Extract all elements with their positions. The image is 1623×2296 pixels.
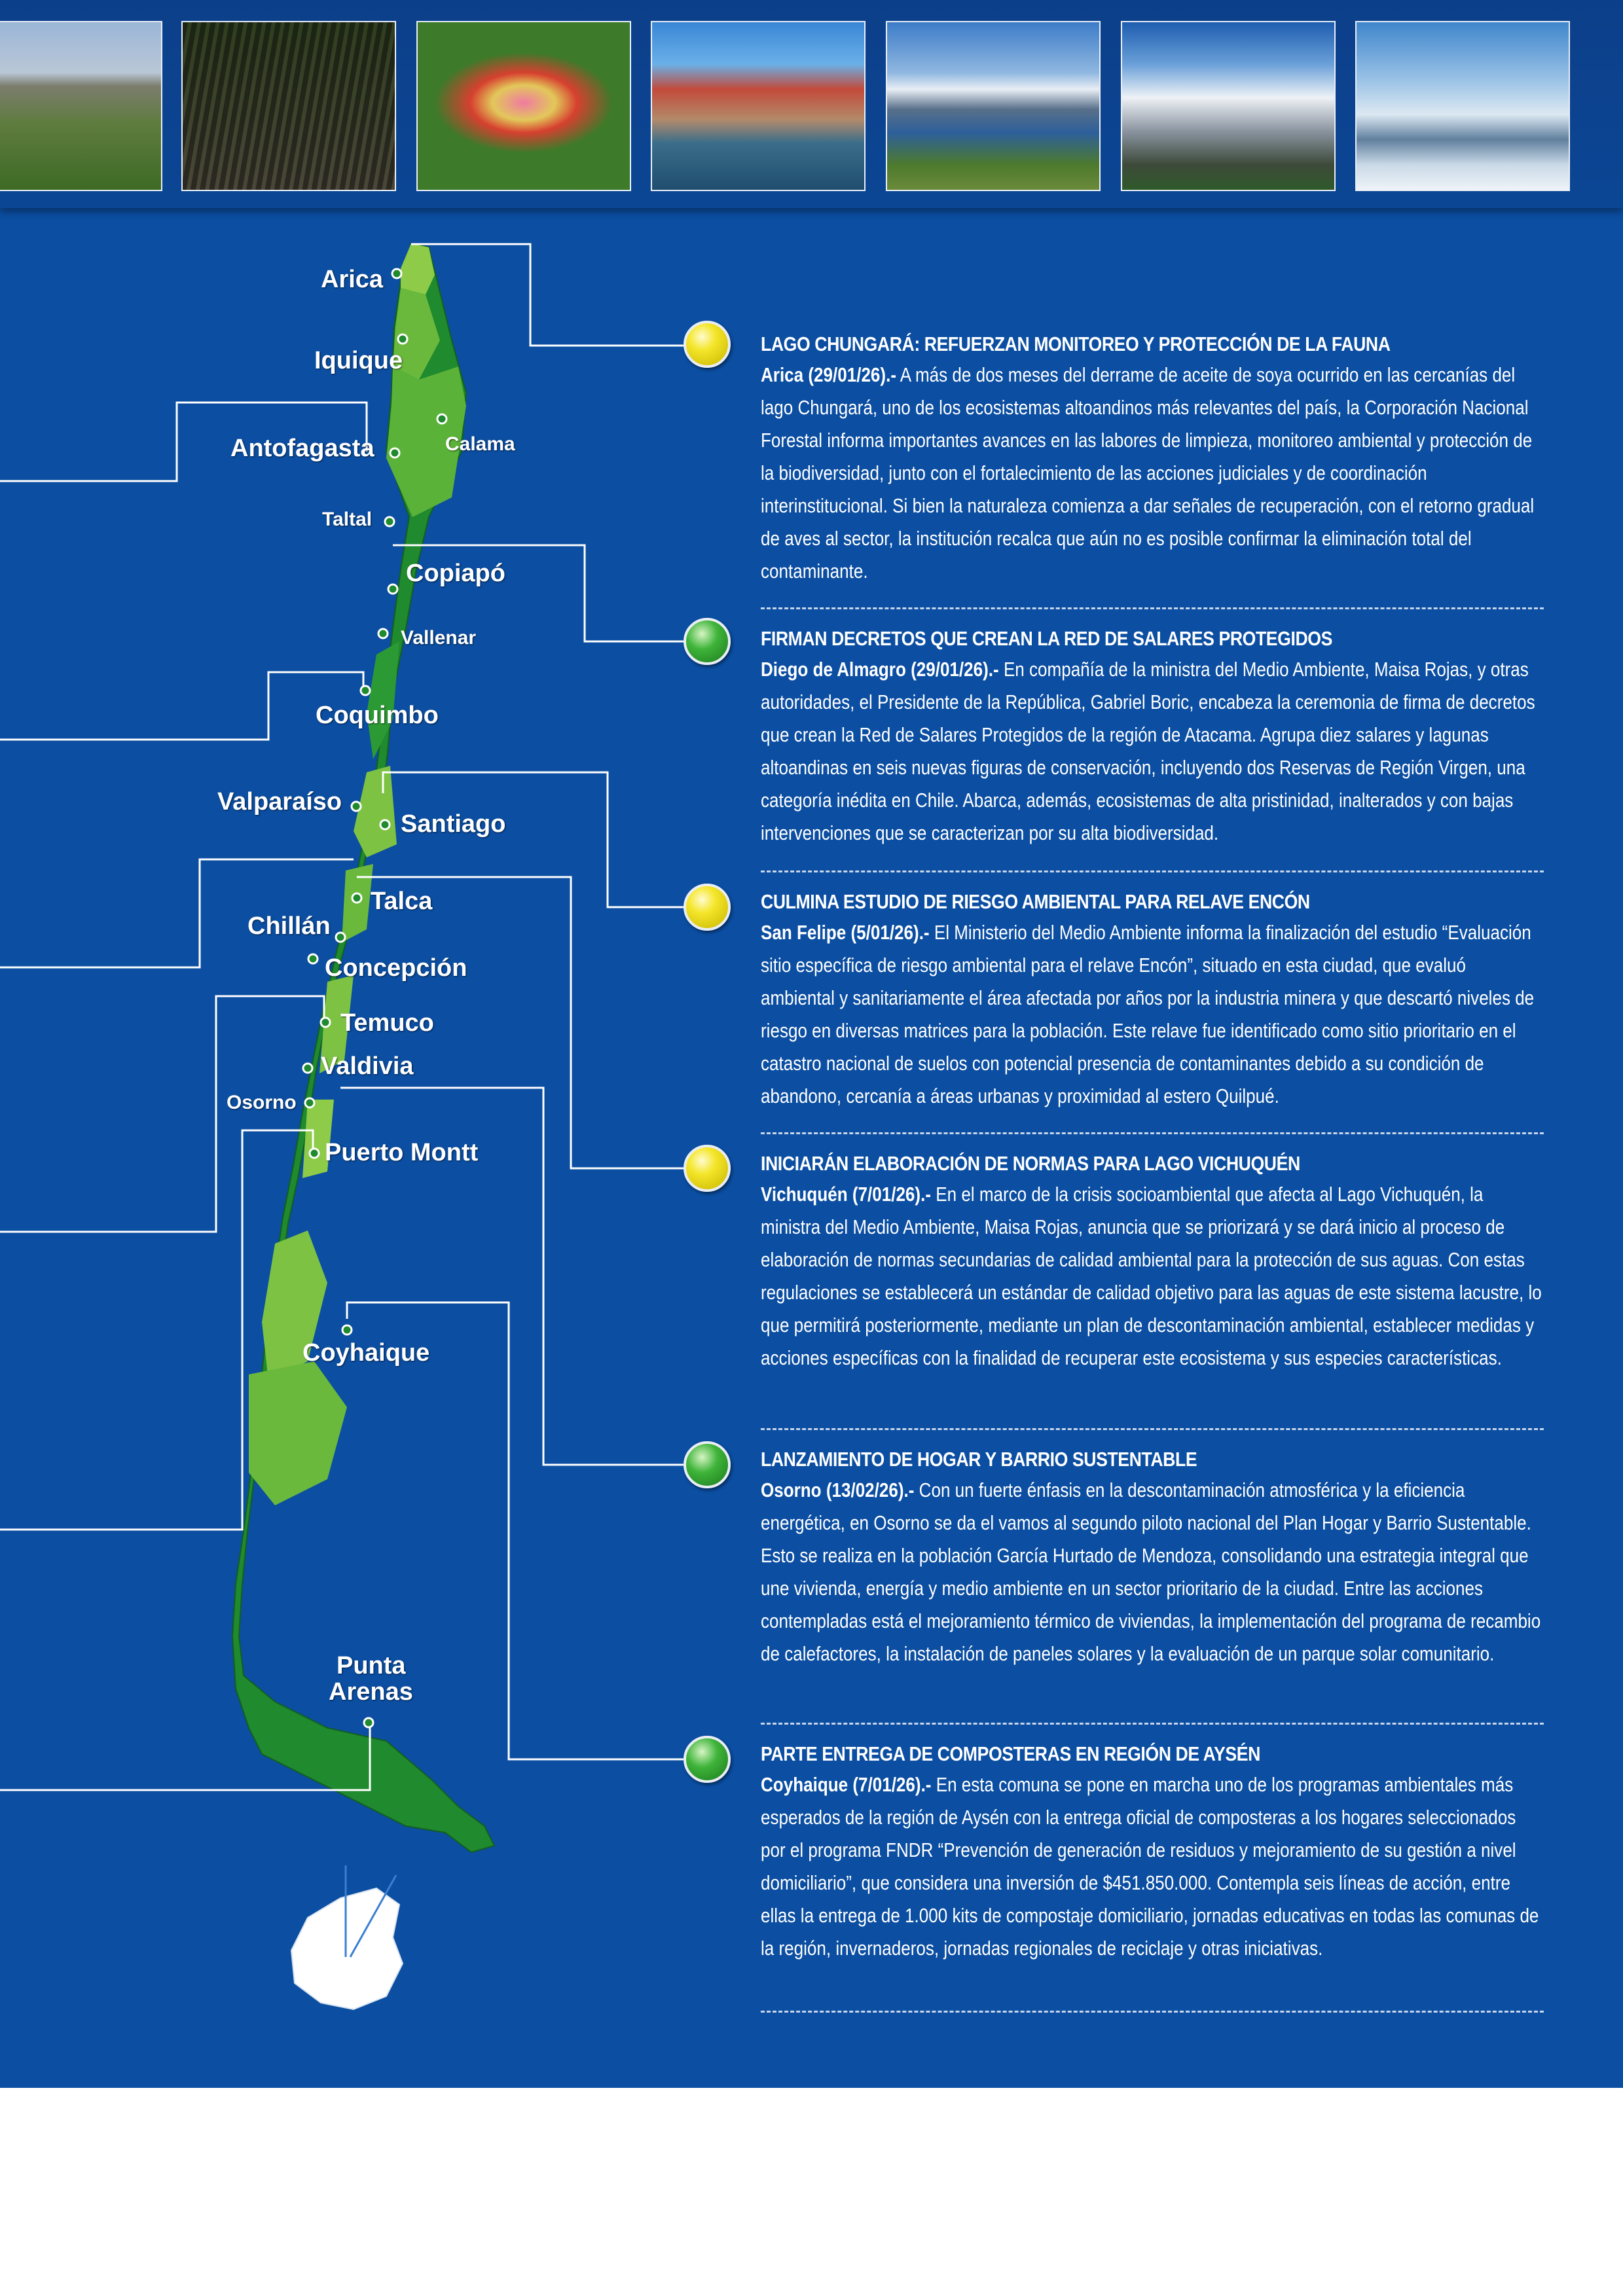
city-label-puerto-montt: Puerto Montt	[325, 1139, 479, 1166]
marker-copiapo	[388, 584, 397, 594]
news-lead: Diego de Almagro (29/01/26).-	[761, 658, 999, 681]
marker-iquique	[398, 334, 407, 344]
flower-clock-photo	[416, 21, 631, 191]
news-bullet-yellow	[684, 884, 731, 931]
news-separator	[761, 870, 1544, 872]
funicular-photo	[181, 21, 396, 191]
city-label-concepcion: Concepción	[325, 954, 467, 982]
news-separator	[761, 1723, 1544, 1725]
news-item-composteras	[761, 1742, 1546, 1965]
city-label-punta-arenas-line1: Punta	[337, 1652, 406, 1679]
news-body	[761, 1178, 1544, 1374]
stilt-houses-photo	[651, 21, 866, 191]
marker-vallenar	[378, 629, 388, 638]
news-title: LANZAMIENTO DE HOGAR Y BARRIO SUSTENTABLE	[761, 1448, 1197, 1471]
news-body	[761, 916, 1544, 1113]
news-lead: San Felipe (5/01/26).-	[761, 921, 930, 944]
city-label-chillan: Chillán	[247, 912, 331, 940]
region-aysen	[249, 1361, 347, 1505]
city-label-calama: Calama	[445, 433, 515, 455]
news-text: En esta comuna se pone en marcha uno de los programas ambientales más esperados de la región de Aysén con la entrega oficial de composteras a los hogares seleccionados por el programa FNDR “Prevención de generación de residuos y mejoramiento de su gestión a nivel domiciliario”, que considera una inversión de $451.850.000. Contempla seis líneas de acción, entre ellas la entrega de 1.000 kits de compostaje domiciliario, jornadas educativas en todas las comunas de la región, invernaderos, jornadas regionales de reciclaje y otras iniciativas.	[761, 1773, 1539, 1960]
city-label-talca: Talca	[371, 888, 433, 915]
marker-arica	[392, 269, 401, 278]
marker-coyhaique	[342, 1325, 352, 1335]
news-separator	[761, 2011, 1544, 2013]
news-bullet-green	[684, 1441, 731, 1488]
region-central	[354, 766, 397, 857]
marker-talca	[352, 893, 361, 903]
city-label-punta-arenas-line2: Arenas	[329, 1678, 413, 1706]
news-item-salares	[761, 627, 1546, 850]
news-separator	[761, 1428, 1544, 1430]
city-label-coquimbo: Coquimbo	[316, 702, 439, 729]
connector-left-temuco	[0, 996, 324, 1232]
news-title: CULMINA ESTUDIO DE RIESGO AMBIENTAL PARA RELAVE ENCÓN	[761, 890, 1310, 913]
marker-santiago	[380, 820, 390, 829]
marker-calama	[437, 414, 447, 423]
news-text: En el marco de la crisis socioambiental que afecta al Lago Vichuquén, la ministra del Medio Ambiente, Maisa Rojas, anuncia que se priorizará y se dará inicio al proceso de elaboración de normas secundarias de calidad ambiental para la protección de sus aguas. Con estas regulaciones se establecerá un estándar de calidad objetivo para las aguas de este sistema lacustre, lo que permitirá posteriormente, mediante un plan de descontaminación ambiental, establecer medidas y acciones específicas con la finalidad de recuperar este ecosistema y sus especies características.	[761, 1183, 1542, 1369]
news-text: El Ministerio del Medio Ambiente informa la finalización del estudio “Evaluación sitio específica de riesgo ambiental para el relave Encón”, situado en esta ciudad, que evaluó ambiental y sanitariamente el área afectada por años por la industria minera y que descartó niveles de riesgo en diversas matrices para la población. Este relave fue identificado como sitio prioritario en el catastro nacional de suelos con potencial presencia de contaminantes debido a su condición de abandono, cercanía a áreas urbanas y proximidad al estero Quilpué.	[761, 921, 1535, 1107]
antarctic-territory	[291, 1888, 403, 2009]
city-label-copiapo: Copiapó	[406, 560, 505, 587]
news-body	[761, 653, 1544, 850]
news-title: LAGO CHUNGARÁ: REFUERZAN MONITOREO Y PROTECCIÓN DE LA FAUNA	[761, 332, 1391, 355]
news-title: INICIARÁN ELABORACIÓN DE NORMAS PARA LAGO VICHUQUÉN	[761, 1152, 1300, 1175]
city-label-coyhaique: Coyhaique	[302, 1339, 430, 1367]
city-label-arica: Arica	[321, 266, 384, 293]
city-label-iquique: Iquique	[314, 347, 403, 374]
news-item-encon	[761, 890, 1546, 1113]
marker-puerto-montt	[310, 1149, 319, 1158]
city-label-valparaiso: Valparaíso	[217, 788, 342, 816]
news-item-hogar-barrio	[761, 1448, 1546, 1670]
connector-left-coquimbo	[0, 672, 363, 740]
photo-strip	[0, 0, 1623, 208]
news-separator	[761, 1132, 1544, 1134]
city-label-valdivia: Valdivia	[321, 1052, 414, 1080]
news-bullet-yellow	[684, 321, 731, 368]
news-lead: Arica (29/01/26).-	[761, 363, 896, 386]
marker-punta-arenas	[364, 1718, 373, 1727]
volcano-lake-photo	[886, 21, 1101, 191]
news-body	[761, 1768, 1544, 1965]
news-body	[761, 359, 1544, 588]
news-lead: Osorno (13/02/26).-	[761, 1479, 915, 1501]
city-label-vallenar: Vallenar	[401, 627, 477, 649]
city-label-antofagasta: Antofagasta	[230, 435, 374, 462]
marker-antofagasta	[390, 448, 399, 457]
glacier-mountains-photo	[1355, 21, 1570, 191]
news-bullet-green	[684, 1736, 731, 1783]
connector-arica	[411, 244, 684, 346]
news-bullet-yellow	[684, 1145, 731, 1192]
marker-concepcion	[308, 954, 318, 963]
city-label-taltal: Taltal	[322, 509, 373, 530]
news-text: A más de dos meses del derrame de aceite de soya ocurrido en las cercanías del lago Chungará, uno de los ecosistemas altoandinos más relevantes del país, la Corporación Nacional Forestal informa importantes avances en las labores de limpieza, monitoreo ambiental y protección de la biodiversidad, junto con el fortalecimiento de las acciones judiciales y de coordinación interinstitucional. Si bien la naturaleza comienza a dar señales de recuperación, con el retorno gradual de aves al sector, la institución recalca que aún no es posible confirmar la eliminación total del contaminante.	[761, 363, 1535, 583]
chile-mainland	[232, 243, 494, 1852]
marker-taltal	[385, 517, 394, 526]
news-text: En compañía de la ministra del Medio Ambiente, Maisa Rojas, y otras autoridades, el Presidente de la República, Gabriel Boric, encabeza la ceremonia de firma de decretos que crean la Red de Salares Protegidos de la región de Atacama. Agrupa diez salares y lagunas altoandinas en seis nuevas figuras de conservación, incluyendo dos Reservas de Región Virgen, una categoría inédita en Chile. Abarca, además, ecosistemas de alta pristinidad, inalterados y con bajas intervenciones que se caracterizan por su alta biodiversidad.	[761, 658, 1535, 844]
news-lead: Vichuquén (7/01/26).-	[761, 1183, 931, 1206]
marker-coquimbo	[361, 686, 370, 695]
news-item-vichuquen	[761, 1152, 1546, 1374]
news-body	[761, 1474, 1544, 1670]
city-label-temuco: Temuco	[340, 1009, 434, 1037]
news-lead: Coyhaique (7/01/26).-	[761, 1773, 932, 1796]
marker-valdivia	[303, 1064, 312, 1073]
news-title: FIRMAN DECRETOS QUE CREAN LA RED DE SALARES PROTEGIDOS	[761, 627, 1332, 650]
city-label-santiago: Santiago	[401, 810, 506, 838]
marker-valparaiso	[352, 802, 361, 811]
marker-osorno	[305, 1098, 314, 1107]
news-separator	[761, 607, 1544, 609]
news-item-chungara	[761, 332, 1546, 588]
marker-chillan	[336, 933, 345, 942]
marker-temuco	[321, 1018, 330, 1027]
news-title: PARTE ENTREGA DE COMPOSTERAS EN REGIÓN DE AYSÉN	[761, 1742, 1260, 1765]
city-label-osorno: Osorno	[227, 1092, 297, 1113]
news-text: Con un fuerte énfasis en la descontaminación atmosférica y la eficiencia energética, en Osorno se da el vamos al segundo piloto nacional del Plan Hogar y Barrio Sustentable. Esto se realiza en la población García Hurtado de Mendoza, consolidando una estrategia integral que une vivienda, energía y medio ambiente en un sector prioritario de la ciudad. Entre las acciones contempladas está el mejoramiento térmico de viviendas, la implementación del programa de recambio de calefactores, la instalación de paneles solares y la evaluación de un parque solar comunitario.	[761, 1479, 1541, 1665]
valley-vineyard-photo	[0, 21, 162, 191]
news-bullet-green	[684, 618, 731, 665]
snowy-peak-photo	[1121, 21, 1336, 191]
